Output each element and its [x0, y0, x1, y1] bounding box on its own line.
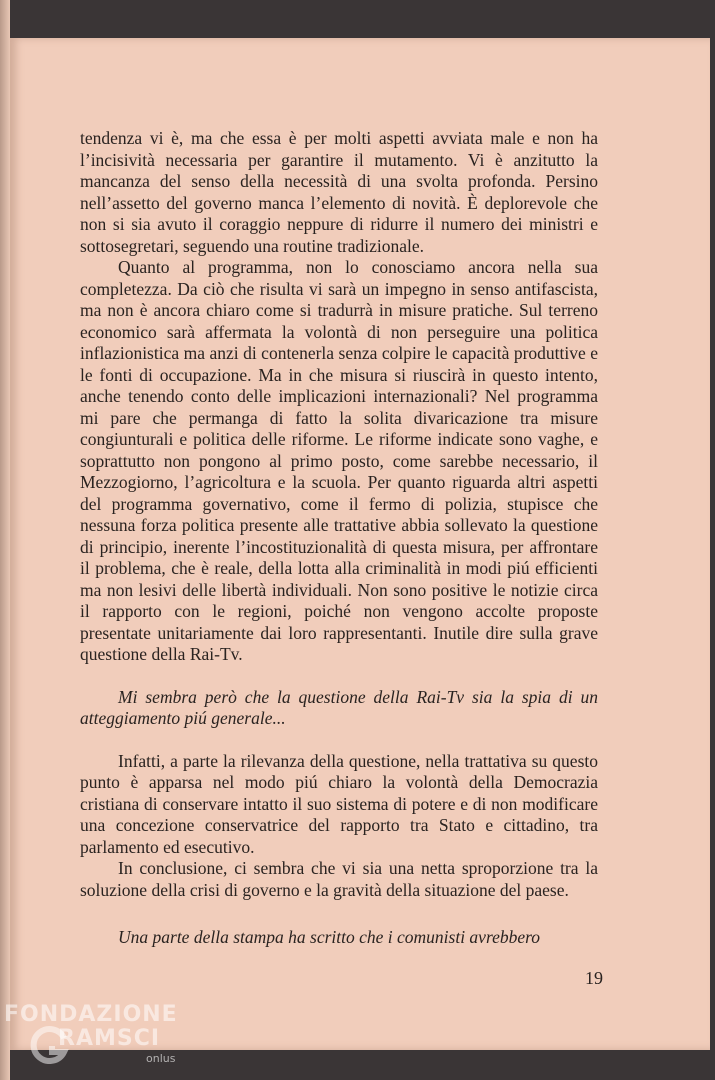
- paragraph-conclusion: In conclusione, ci sembra che vi sia una netta sproporzione tra la soluzione della crisi di governo e la gravità della situazione del paese.: [80, 858, 598, 900]
- book-page: [10, 38, 710, 1050]
- watermark-onlus: onlus: [146, 1052, 176, 1065]
- page-text: [80, 128, 598, 949]
- interview-question-next: Una parte della stampa ha scritto che i comunisti avrebbero: [118, 927, 541, 947]
- paragraph-program: Quanto al programma, non lo conosciamo ancora nella sua completezza. Da ciò che risulta vi sarà un impegno in senso antifascista, ma non è ancora chiaro come si tradurrà in misure pratiche. Sul terreno economico sarà affermata la volontà di non perseguire una politica inflazionistica ma anzi di contenerla senza colpire le capacità produttive e le fonti di occupazione. Ma in che misura si riuscirà in questo intento, anche tenendo conto delle implicazioni internazionali? Nel programma mi pare che permanga di fatto la solita divaricazione tra misure congiunturali e politica delle riforme. Le riforme indicate sono vaghe, e soprattutto non pongono al primo posto, come sarebbe necessario, il Mezzogiorno, l’agricoltura e la scuola. Per quanto riguarda altri aspetti del programma governativo, come il fermo di polizia, stupisce che nessuna forza politica presente alle trattative abbia sollevato la questione di principio, inerente l’incostituzionalità di questa misura, per affrontare il problema, che è reale, della lotta alla criminalità in modi piú efficienti ma non lesivi delle libertà individuali. Non sono positive le notizie circa il rapporto con le regioni, poiché non vengono accolte proposte presentate unitariamente dai loro rappresentanti. Inutile dire sulla grave questione della Rai-Tv.: [80, 257, 598, 664]
- page-number: 19: [585, 968, 603, 988]
- watermark-line1: FONDAZIONE: [4, 1002, 178, 1027]
- interview-question: Mi sembra però che la questione della Rai-Tv sia la spia di un atteggiamento piú generale...: [80, 686, 598, 728]
- watermark-line2: RAMSCI: [58, 1026, 161, 1051]
- paragraph-answer: Infatti, a parte la rilevanza della questione, nella trattativa su questo punto è apparsa nel modo piú chiaro la volontà della Democrazia cristiana di conservare intatto il suo sistema di potere e di non modificare una concezione conservatrice del rapporto tra Stato e cittadino, tra parlamento ed esecutivo.: [80, 750, 598, 857]
- paragraph-continuation: tendenza vi è, ma che essa è per molti aspetti avviata male e non ha l’incisività necessaria per garantire il mutamento. Vi è anzitutto la mancanza del senso della necessità di una svolta profonda. Persino nell’assetto del governo manca l’elemento di novità. È deplorevole che non si sia avuto il coraggio neppure di ridurre il numero dei ministri e sottosegretari, seguendo una routine tradizionale.: [80, 128, 598, 256]
- book-spine-edge: [0, 0, 10, 1080]
- fondazione-gramsci-watermark: [0, 1000, 200, 1075]
